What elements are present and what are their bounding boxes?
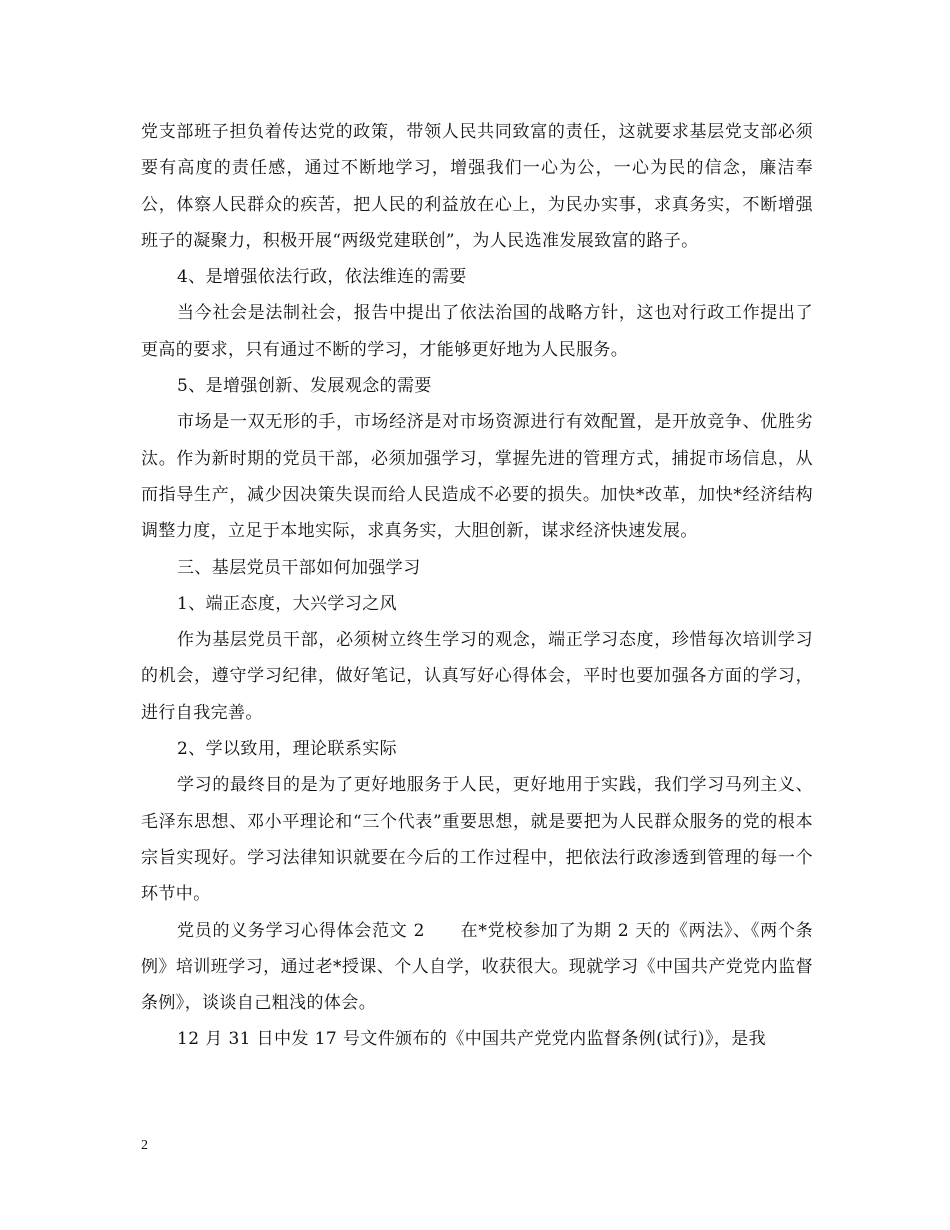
paragraph-9-heading: 2、学以致用，理论联系实际	[177, 739, 398, 760]
paragraph-12: 12 月 31 日中发 17 号文件颁布的《中国共产党党内监督条例(试行)》，是我	[177, 1029, 767, 1050]
paragraph-8: 作为基层党员干部，必须树立终生学习的观念，端正学习态度，珍惜每次培训学习的机会，遵守学习纪律，做好笔记，认真写好心得体会，平时也要加强各方面的学习，进行自我完善。	[141, 630, 813, 723]
paragraph-1: 党支部班子担负着传达党的政策，带领人民共同致富的责任，这就要求基层党支部必须要有高度的责任感，通过不断地学习，增强我们一心为公，一心为民的信念，廉洁奉公，体察人民群众的疾苦，把人民的利益放在心上，为民办实事，求真务实，不断增强班子的凝聚力，积极开展“两级党建联创”，为人民选准发展致富的路子。	[141, 122, 813, 251]
page-number: 2	[141, 1138, 148, 1153]
paragraph-7-heading: 1、端正态度，大兴学习之风	[177, 593, 398, 614]
paragraph-3: 当今社会是法制社会，报告中提出了依法治国的战略方针，这也对行政工作提出了更高的要求，只有通过不断的学习，才能够更好地为人民服务。	[141, 303, 813, 360]
paragraph-4-heading: 5、是增强创新、发展观念的需要	[177, 376, 432, 397]
section-heading: 三、基层党员干部如何加强学习	[177, 557, 421, 578]
document-body	[141, 114, 813, 1058]
paragraph-11: 党员的义务学习心得体会范文 2 在*党校参加了为期 2 天的《两法》、《两个条例》培训班学习，通过老*授课、个人自学，收获很大。现就学习《中国共产党党内监督条例》，谈谈自己粗浅的体会。	[141, 920, 813, 1014]
paragraph-10: 学习的最终目的是为了更好地服务于人民，更好地用于实践，我们学习马列主义、毛泽东思想、邓小平理论和“三个代表”重要思想，就是要把为人民群众服务的党的根本宗旨实现好。学习法律知识就要在今后的工作过程中，把依法行政渗透到管理的每一个环节中。	[141, 775, 813, 905]
paragraph-2-heading: 4、是增强依法行政，依法维连的需要	[177, 267, 467, 288]
paragraph-5: 市场是一双无形的手，市场经济是对市场资源进行有效配置，是开放竞争、优胜劣汰。作为新时期的党员干部，必须加强学习，掌握先进的管理方式，捕捉市场信息，从而指导生产，减少因决策失误而给人民造成不必要的损失。加快*改革，加快*经济结构调整力度，立足于本地实际，求真务实，大胆创新，谋求经济快速发展。	[141, 412, 813, 542]
